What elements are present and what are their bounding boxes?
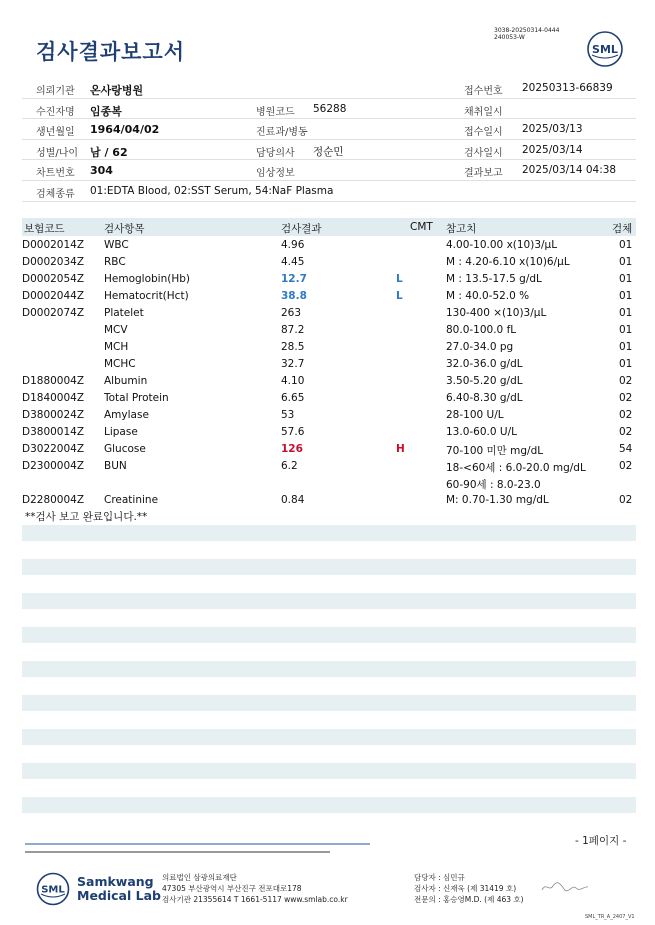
row-result: 4.10 [281,375,305,387]
report-date-label: 결과보고 [464,168,503,180]
chart-value: 304 [90,164,113,178]
doctor-label: 담당의사 [256,147,295,159]
table-row [22,254,636,271]
row-ref: 28-100 U/L [446,409,504,421]
report-title: 검사결과보고서 [36,40,186,64]
row-specimen: 01 [619,256,633,268]
clinical-label: 임상정보 [256,168,295,180]
table-row [22,237,636,254]
row-name: Platelet [104,307,144,319]
row-specimen: 02 [619,494,633,506]
info-row-5 [22,160,636,181]
row-flag: L [396,290,403,302]
row-code: D3800014Z [22,426,85,438]
table-row [22,339,636,356]
brand-line-1: Samkwang [77,874,154,889]
empty-row-stripe [22,559,636,575]
receipt-no-value: 20250313-66839 [522,82,613,94]
specimen-label: 검체종류 [36,188,75,200]
row-ref: 18-<60세 : 6.0-20.0 mg/dL [446,462,586,474]
row-code: D0002054Z [22,273,85,285]
table-row [22,390,636,407]
row-result: 0.84 [281,494,305,506]
row-code: D3022004Z [22,443,85,455]
row-ref: 6.40-8.30 g/dL [446,392,523,404]
row-name: Lipase [104,426,138,438]
row-ref: M : 4.20-6.10 x(10)6/μL [446,256,570,268]
row-result: 57.6 [281,426,305,438]
row-specimen: 01 [619,239,633,251]
info-row-3 [22,119,636,140]
row-ref: 4.00-10.00 x(10)3/μL [446,239,558,251]
footer-org: 의료법인 삼광의료재단 [162,873,237,882]
sex-age-value: 남 / 62 [90,145,128,159]
row-name: Hematocrit(Hct) [104,290,189,302]
row-result: 53 [281,409,295,421]
table-row [22,373,636,390]
form-code: SML_TR_A_2407_V1 [585,914,635,920]
hospital-code-value: 56288 [313,102,347,115]
receipt-no-label: 접수번호 [464,86,503,97]
sex-age-label: 성별/나이 [36,147,79,159]
empty-row-stripe [22,729,636,745]
row-specimen: 01 [619,358,633,370]
row-ref: 13.0-60.0 U/L [446,426,517,438]
row-name: WBC [104,239,129,251]
header-result: 검사결과 [281,223,322,235]
patient-value: 임종복 [90,104,122,118]
header-ref: 참고치 [446,223,477,235]
table-row [22,492,636,509]
row-name: MCHC [104,358,136,370]
collect-date-label: 채취일시 [464,106,503,118]
row-code: D0002074Z [22,307,85,319]
info-row-6 [22,181,636,202]
footer-person-3: 전문의 : 홍승영M.D. (제 463 호) [414,895,524,904]
document-code-2: 240053-W [494,34,525,41]
row-name: MCH [104,341,129,353]
row-result: 6.65 [281,392,305,404]
row-code: D3800024Z [22,409,85,421]
table-row [22,305,636,322]
table-row [22,475,636,492]
row-name: Creatinine [104,494,159,506]
birth-label: 생년월일 [36,127,75,139]
row-code: D1880004Z [22,375,85,387]
document-codes [494,27,559,41]
row-ref: 3.50-5.20 g/dL [446,375,523,387]
table-row [22,441,636,458]
institution-value: 온사랑병원 [90,84,144,97]
row-ref: M : 13.5-17.5 g/dL [446,273,542,285]
row-name: Albumin [104,375,148,387]
row-ref: M : 40.0-52.0 % [446,290,530,302]
page-number: - 1페이지 - [575,835,627,847]
row-result: 263 [281,307,302,319]
header-code: 보험코드 [24,223,65,235]
table-row [22,407,636,424]
info-row-2 [22,99,636,120]
results-table-header [22,218,636,236]
footer-person-1: 담당자 : 심민규 [414,873,465,882]
row-specimen: 02 [619,460,633,472]
header-specimen: 검체 [612,223,633,235]
sml-logo-text: SML [592,43,618,56]
footer-staff-info [414,872,524,905]
table-row [22,288,636,305]
row-result: 6.2 [281,460,298,472]
row-name: Amylase [104,409,149,421]
results-table-body [22,237,636,509]
empty-row-stripe [22,525,636,541]
row-name: BUN [104,460,127,472]
row-specimen: 02 [619,375,633,387]
row-ref: M: 0.70-1.30 mg/dL [446,494,549,506]
legal-notice-lines [25,842,375,858]
brand-line-2: Medical Lab [77,888,161,903]
sml-footer-logo-text: SML [41,884,65,896]
patient-label: 수진자명 [36,106,75,118]
row-specimen: 02 [619,392,633,404]
row-result: 12.7 [281,273,307,285]
row-ref: 27.0-34.0 pg [446,341,514,353]
info-row-4 [22,140,636,161]
row-specimen: 01 [619,341,633,353]
empty-row-stripe [22,627,636,643]
row-result: 126 [281,443,303,455]
row-ref: 130-400 ×(10)3/μL [446,307,547,319]
header-name: 검사항목 [104,223,145,235]
row-result: 87.2 [281,324,305,336]
row-result: 38.8 [281,290,307,302]
table-row [22,322,636,339]
empty-row-stripe [22,695,636,711]
row-code: D0002034Z [22,256,85,268]
report-date-value: 2025/03/14 04:38 [522,164,617,177]
row-result: 28.5 [281,341,305,353]
birth-value: 1964/04/02 [90,123,160,137]
table-row [22,458,636,475]
doctor-value: 정순민 [313,145,344,158]
info-row-1 [22,78,636,99]
row-result: 4.45 [281,256,305,268]
dept-label: 진료과/병동 [256,127,308,139]
row-result: 4.96 [281,239,305,251]
row-ref: 80.0-100.0 fL [446,324,517,336]
row-specimen: 02 [619,409,633,421]
row-code: D2300004Z [22,460,85,472]
empty-row-stripe [22,797,636,813]
report-complete-note: **검사 보고 완료입니다.** [25,511,148,523]
row-result: 32.7 [281,358,305,370]
row-name: Hemoglobin(Hb) [104,273,191,285]
row-specimen: 02 [619,426,633,438]
row-ref: 70-100 미만 mg/dL [446,445,544,457]
row-flag: H [396,443,405,455]
row-specimen: 01 [619,307,633,319]
test-date-value: 2025/03/14 [522,143,583,156]
sml-logo-icon [586,30,624,68]
brand-name [77,875,161,903]
empty-row-stripe [22,661,636,677]
row-code: D0002044Z [22,290,85,302]
row-specimen: 01 [619,290,633,302]
row-code: D0002014Z [22,239,85,251]
receipt-date-value: 2025/03/13 [522,123,583,136]
row-name: MCV [104,324,128,336]
row-flag: L [396,273,403,285]
patient-info [22,78,636,202]
row-ref: 32.0-36.0 g/dL [446,358,523,370]
empty-row-stripe [22,763,636,779]
footer-org-info [162,872,348,905]
row-name: Glucose [104,443,146,455]
empty-row-stripe [22,593,636,609]
footer-person-2: 검사자 : 신재욱 (제 31419 호) [414,884,517,893]
row-name: Total Protein [104,392,169,404]
row-code: D2280004Z [22,494,85,506]
row-specimen: 01 [619,273,633,285]
table-row [22,356,636,373]
footer-contact: 검사기관 21355614 T 1661-5117 www.smlab.co.kr [162,895,348,904]
footer-address: 47305 부산광역시 부산진구 전포대로178 [162,884,302,893]
test-date-label: 검사일시 [464,147,503,159]
receipt-date-label: 접수일시 [464,127,503,139]
header-cmt: CMT [410,221,433,233]
chart-label: 차트번호 [36,168,75,180]
document-code-1: 3038-20250314-0444 [494,27,560,34]
table-row [22,424,636,441]
row-ref: 60-90세 : 8.0-23.0 [446,479,541,491]
row-code: D1840004Z [22,392,85,404]
specimen-value: 01:EDTA Blood, 02:SST Serum, 54:NaF Plasma [90,184,334,197]
row-specimen: 54 [619,443,633,455]
row-specimen: 01 [619,324,633,336]
sml-footer-logo-icon [36,872,70,906]
signature-icon [540,880,590,894]
institution-label: 의뢰기관 [36,86,75,97]
row-name: RBC [104,256,126,268]
table-row [22,271,636,288]
hospital-code-label: 병원코드 [256,106,295,118]
